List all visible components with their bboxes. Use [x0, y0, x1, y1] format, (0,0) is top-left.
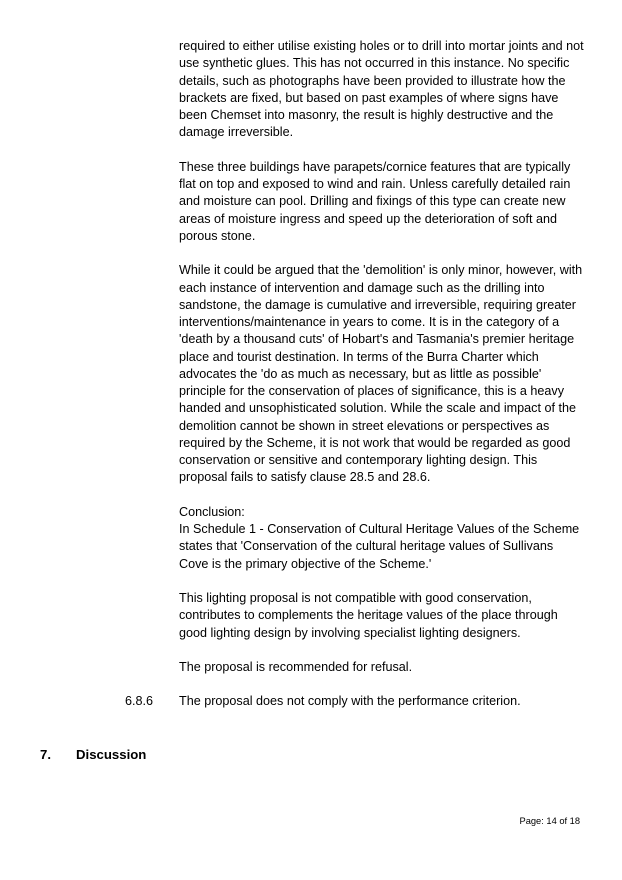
section-number: 7. [40, 747, 51, 762]
paragraph-demolition: While it could be argued that the 'demolition' is only minor, however, with each instance of intervention and damage such as the drilling into sandstone, the damage is cumulative and irreversible, requiring greater interventions/maintenance in years to come. It is in the category of a 'death by a thousand cuts' of Hobart's and Tasmania's premier heritage place and tourist destination. In terms of the Burra Charter which advocates the 'do as much as necessary, but as little as possible' principle for the conservation of places of significance, this is a heavy handed and unsophisticated solution. While the scale and impact of the demolition cannot be shown in street elevations or perspectives as required by the Scheme, it is not work that would be regarded as good conservation or sensitive and contemporary lighting design. This proposal fails to satisfy clause 28.5 and 28.6. [179, 263, 583, 485]
section-title: Discussion [76, 747, 147, 762]
paragraph-recommendation: The proposal is recommended for refusal. [179, 660, 413, 674]
clause-text: The proposal does not comply with the performance criterion. [179, 694, 521, 708]
paragraph-parapets: These three buildings have parapets/cornice features that are typically flat on top and exposed to wind and rain. Unless carefully detailed rain and moisture can pool. Drilling and fixings of this type can create new areas of moisture ingress and speed up the deterioration of soft and porous stone. [179, 159, 571, 243]
clause-number: 6.8.6 [125, 694, 154, 708]
paragraph-compatibility: This lighting proposal is not compatible with good conservation, contributes to complements the heritage values of the place through good lighting design by involving specialist lighting designers. [179, 591, 558, 640]
paragraph-conclusion: In Schedule 1 - Conservation of Cultural Heritage Values of the Scheme states that 'Conservation of the cultural heritage values of Sullivans Cove is the primary objective of the Scheme.' [179, 522, 580, 571]
conclusion-heading: Conclusion: [179, 504, 245, 519]
page-number-footer: Page: 14 of 18 [519, 816, 580, 826]
paragraph-fixing-methods: required to either utilise existing holes or to drill into mortar joints and not use synthetic glues. This has not occurred in this instance. No specific details, such as photographs have been provided to illustrate how the brackets are fixed, but based on past examples of where signs have been Chemset into masonry, the result is highly destructive and the damage irreversible. [179, 39, 584, 140]
body-text-column [179, 38, 584, 694]
